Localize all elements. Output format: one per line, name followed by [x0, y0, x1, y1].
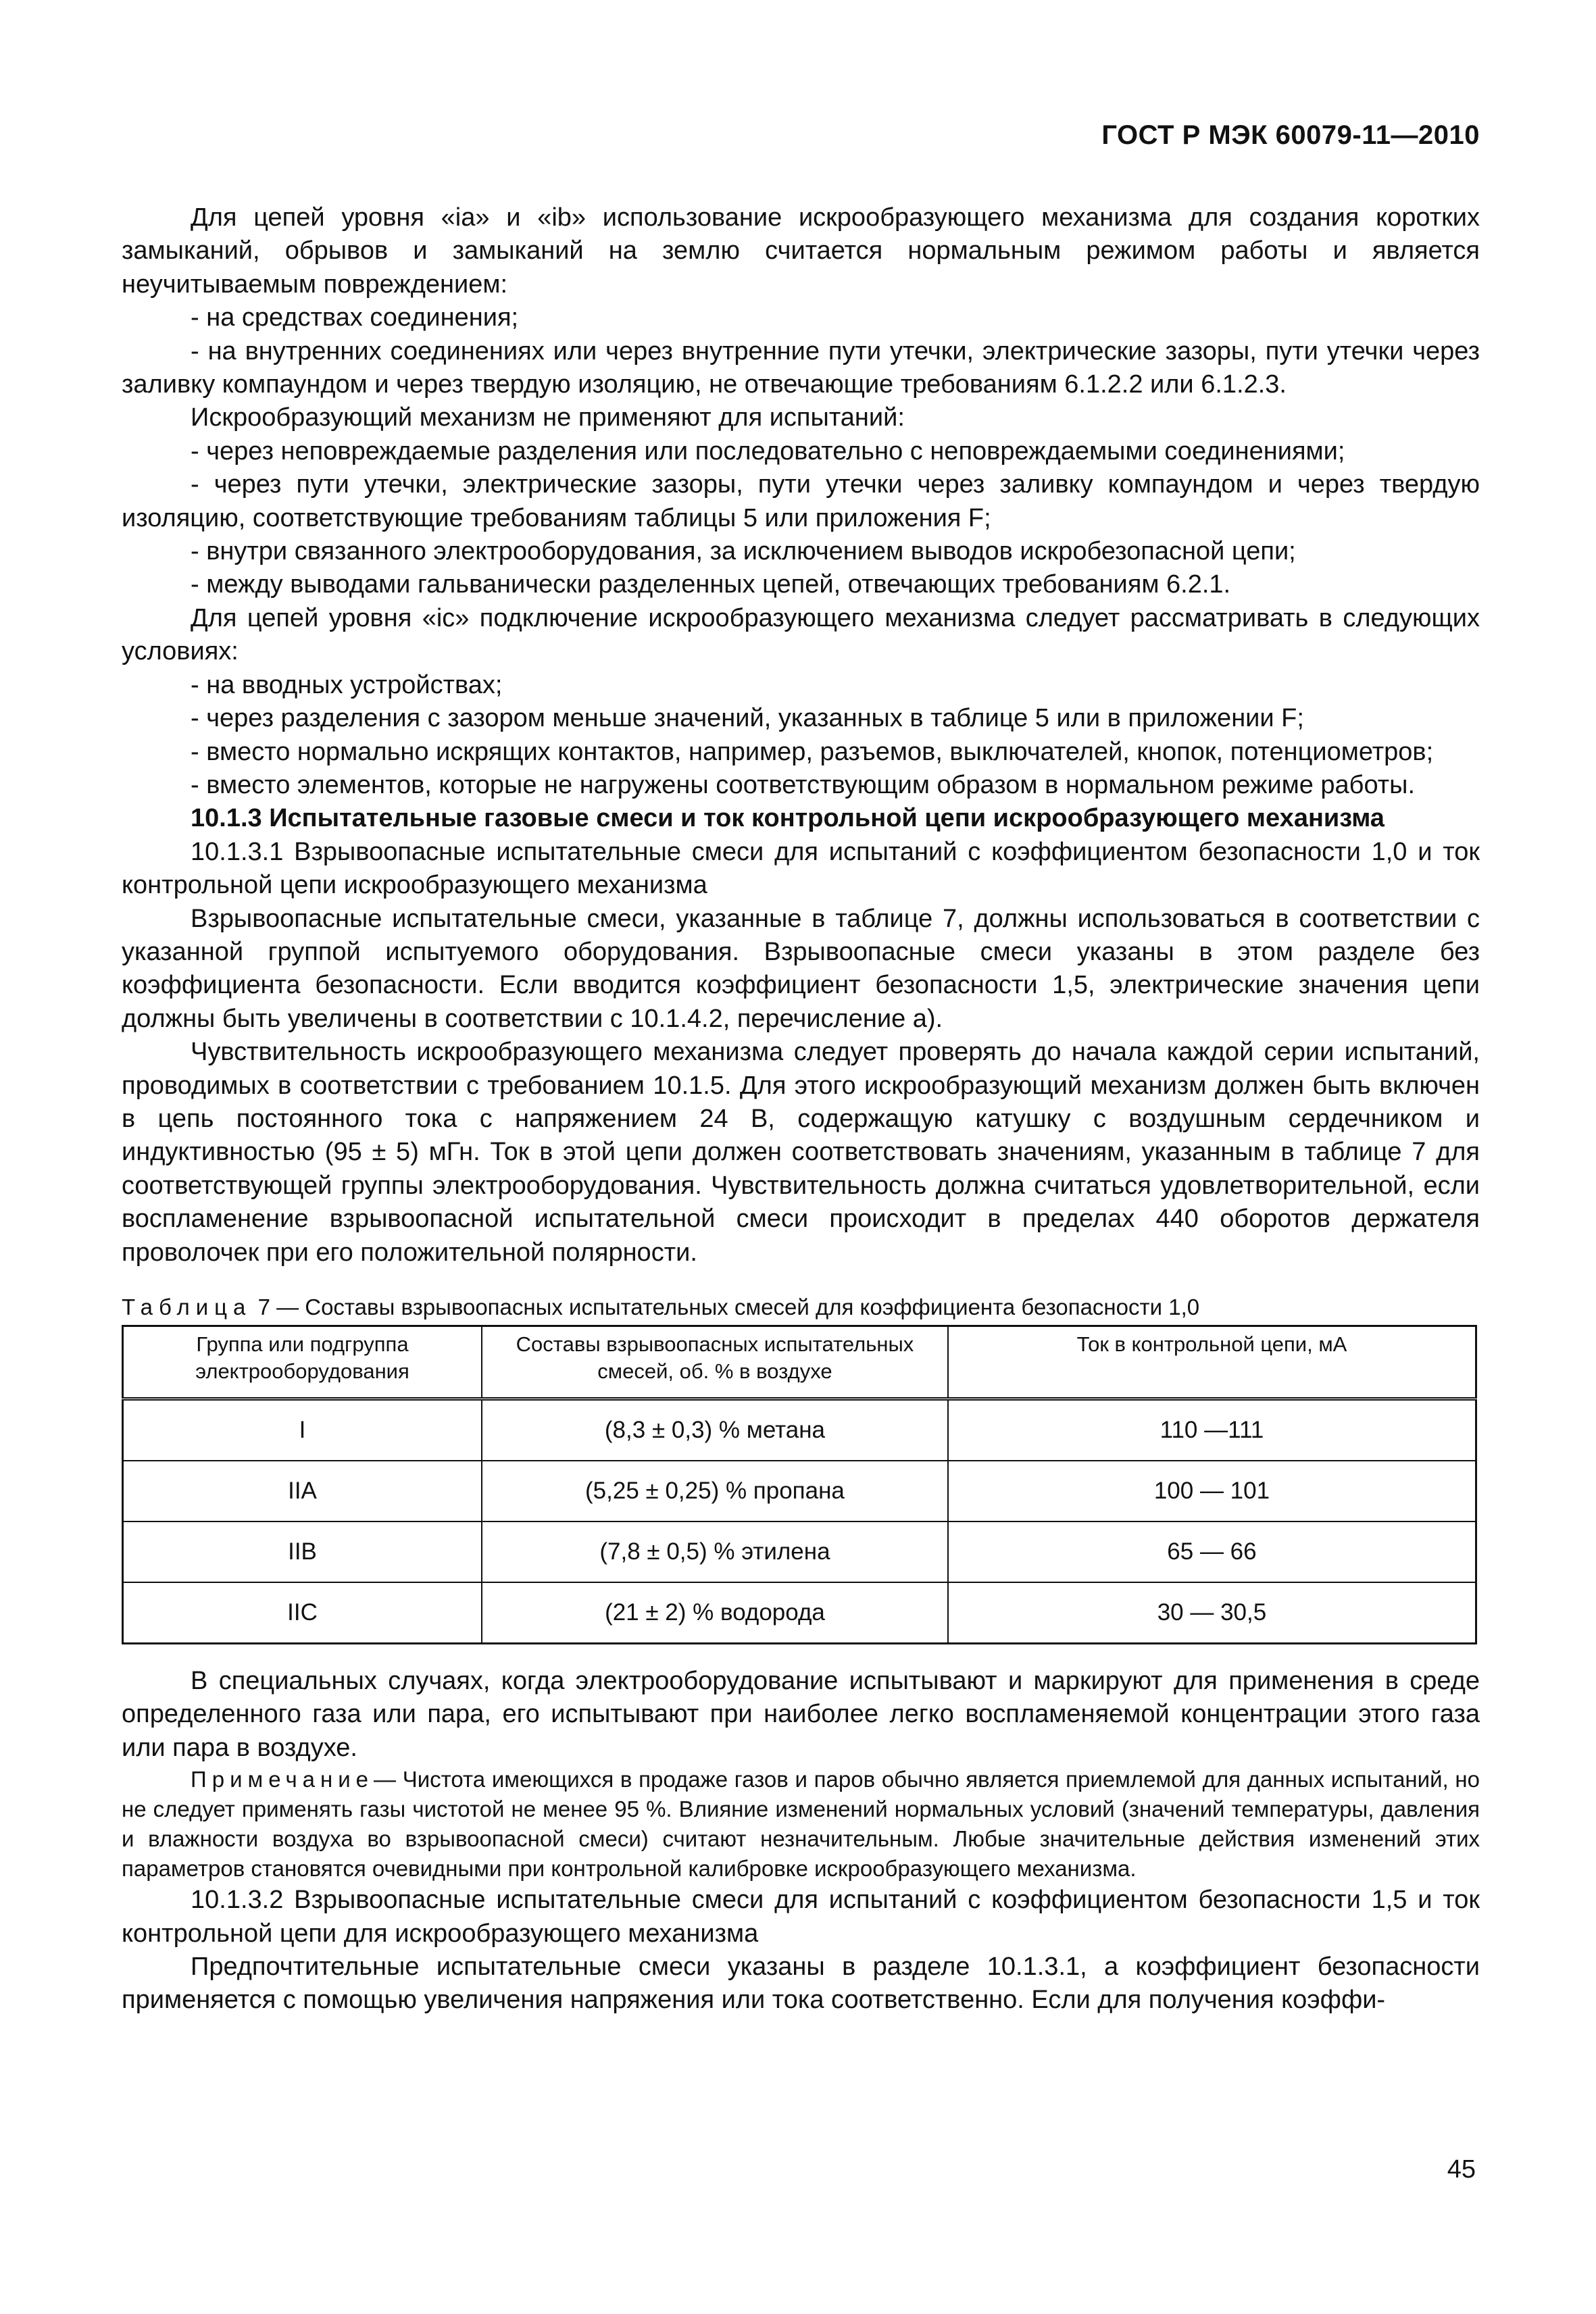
paragraph: Предпочтительные испытательные смеси указаны в разделе 10.1.3.1, а коэффициент безопасности применяется с помощью увеличения напряжения или тока соответственно. Если для получения коэффи- [122, 1953, 1480, 2015]
paragraph: Искрообразующий механизм не применяют для испытаний: [191, 403, 905, 432]
table-row [123, 1399, 1476, 1461]
table-row [123, 1582, 1476, 1644]
list-item: - на средствах соединения; [191, 303, 519, 332]
subsection-heading: 10.1.3.2 Взрывоопасные испытательные смеси для испытаний с коэффициентом безопасности 1,5 и ток контрольной цепи для искрообразующего механизма [122, 1886, 1480, 1948]
column-header-composition: Составы взрывоопасных испытательных смесей, об. % в воздухе [482, 1326, 948, 1399]
column-header-current: Ток в контрольной цепи, мА [948, 1326, 1476, 1399]
table-cell-current: 100 — 101 [948, 1461, 1476, 1521]
note-label: Примечание [191, 1767, 374, 1792]
column-header-group: Группа или подгруппа электрооборудования [123, 1326, 482, 1399]
table-cell-composition: (21 ± 2) % водорода [482, 1582, 948, 1644]
list-item: - внутри связанного электрооборудования, за исключением выводов искробезопасной цепи; [191, 537, 1296, 566]
table-cell-group: IIA [123, 1461, 482, 1521]
list-item: - вместо нормально искрящих контактов, например, разъемов, выключателей, кнопок, потенциометров; [191, 737, 1434, 766]
paragraph: Чувствительность искрообразующего механизма следует проверять до начала каждой серии испытаний, проводимых в соответствии с требованием 10.1.5. Для этого искрообразующий механизм должен быть включен в цепь постоянного тока с напряжением 24 В, содержащую катушку с воздушным сердечником и индуктивностью (95 ± 5) мГн. Ток в этой цепи должен соответствовать значениям, указанным в таблице 7 для соответствующей группы электрооборудования. Чувствительность должна считаться удовлетворительной, если воспламенение взрывоопасной испытательной смеси происходит в пределах 440 оборотов держателя проволочек при его положительной полярности. [122, 1038, 1480, 1267]
paragraph: Для цепей уровня «ia» и «ib» использование искрообразующего механизма для создания коротких замыканий, обрывов и замыканий на землю считается нормальным режимом работы и является неучитываемым повреждением: [122, 203, 1480, 299]
table-row [123, 1521, 1476, 1582]
section-heading: 10.1.3 Испытательные газовые смеси и ток контрольной цепи искрообразующего механизма [191, 804, 1385, 833]
table-caption-label: Таблица [122, 1294, 252, 1319]
table-cell-composition: (8,3 ± 0,3) % метана [482, 1399, 948, 1461]
table-cell-composition: (5,25 ± 0,25) % пропана [482, 1461, 948, 1521]
table-cell-current: 65 — 66 [948, 1521, 1476, 1582]
subsection-heading: 10.1.3.1 Взрывоопасные испытательные смеси для испытаний с коэффициентом безопасности 1,0 и ток контрольной цепи искрообразующего механизма [122, 837, 1480, 900]
list-item: - через пути утечки, электрические зазоры, пути утечки через заливку компаундом и через твердую изоляцию, соответствующие требованиям таблицы 5 или приложения F; [122, 470, 1480, 532]
note [122, 1765, 1480, 1884]
paragraph: Для цепей уровня «ic» подключение искрообразующего механизма следует рассматривать в следующих условиях: [122, 603, 1480, 666]
table-cell-current: 110 —111 [948, 1399, 1476, 1461]
gas-mixtures-table [122, 1325, 1477, 1644]
list-item: - между выводами гальванически разделенных цепей, отвечающих требованиям 6.2.1. [191, 570, 1231, 599]
table-cell-group: IIB [123, 1521, 482, 1582]
table-cell-group: IIC [123, 1582, 482, 1644]
list-item: - на внутренних соединениях или через внутренние пути утечки, электрические зазоры, пути утечки через заливку компаундом и через твердую изоляцию, не отвечающие требованиям 6.1.2.2 или 6.1.2.3. [122, 336, 1480, 399]
list-item: - через неповреждаемые разделения или последовательно с неповреждаемыми соединениями; [191, 436, 1345, 466]
paragraph: В специальных случаях, когда электрооборудование испытывают и маркируют для применения в среде определенного газа или пара, его испытывают при наиболее легко воспламеняемой концентрации этого газа или пара в воздухе. [122, 1667, 1480, 1762]
body-text [122, 201, 1480, 2017]
table-cell-composition: (7,8 ± 0,5) % этилена [482, 1521, 948, 1582]
paragraph: Взрывоопасные испытательные смеси, указанные в таблице 7, должны использоваться в соответствии с указанной группой испытуемого оборудования. Взрывоопасные смеси указаны в этом разделе без коэффициента безопасности. Если вводится коэффициент безопасности 1,5, электрические значения цепи должны быть увеличены в соответствии с 10.1.4.2, перечисление а). [122, 904, 1480, 1033]
list-item: - на вводных устройствах; [191, 670, 503, 699]
table-caption [122, 1292, 1480, 1322]
table-cell-current: 30 — 30,5 [948, 1582, 1476, 1644]
table-caption-text: 7 — Составы взрывоопасных испытательных смесей для коэффициента безопасности 1,0 [257, 1294, 1200, 1319]
list-item: - через разделения с зазором меньше значений, указанных в таблице 5 или в приложении F; [191, 704, 1304, 733]
list-item: - вместо элементов, которые не нагружены соответствующим образом в нормальном режиме работы. [191, 770, 1416, 799]
page-number: 45 [1447, 2155, 1476, 2184]
standard-header: ГОСТ Р МЭК 60079-11—2010 [1101, 120, 1480, 150]
note-text: — Чистота имеющихся в продаже газов и паров обычно является приемлемой для данных испытаний, но не следует применять газы чистотой не менее 95 %. Влияние изменений нормальных условий (значений температуры, давления и влажности воздуха во взрывоопасной смеси) считают незначительным. Любые значительные действия изменений этих параметров становятся очевидными при контрольной калибровке искрообразующего механизма. [122, 1767, 1480, 1882]
table-cell-group: I [123, 1399, 482, 1461]
table-row [123, 1461, 1476, 1521]
table-header-row [123, 1326, 1476, 1399]
